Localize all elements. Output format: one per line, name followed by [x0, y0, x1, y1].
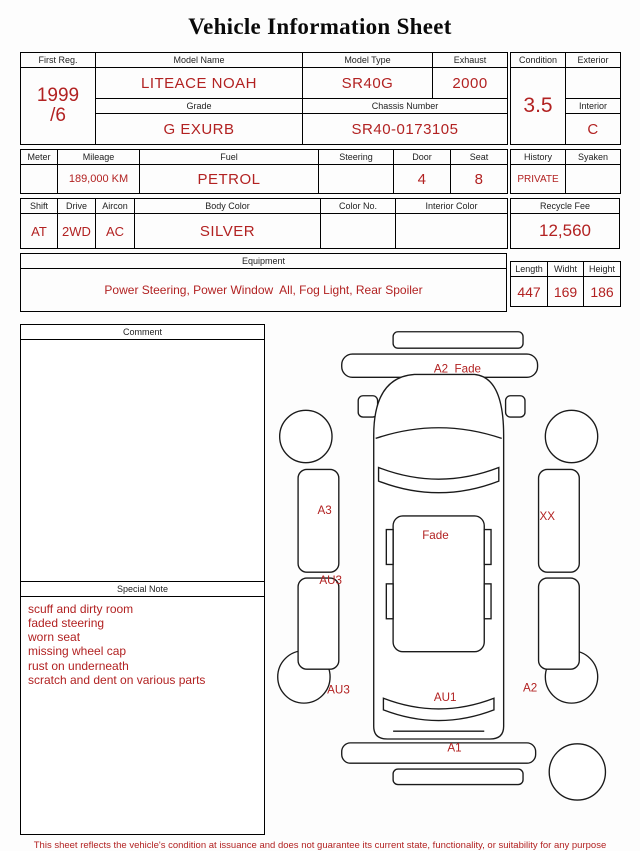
history-value: PRIVATE: [511, 165, 566, 194]
seat-label: Seat: [451, 150, 508, 165]
right-mirror: [506, 396, 525, 417]
dimensions-table: [510, 261, 621, 307]
recycle-fee-value: 12,560: [511, 214, 620, 249]
bottom-section: [20, 324, 620, 835]
interior-color-label: Interior Color: [396, 199, 508, 214]
length-label: Length: [511, 262, 548, 277]
front-left-wheel: [280, 410, 332, 462]
condition-table: [510, 52, 621, 145]
right-pillar-rear: [484, 584, 491, 619]
car-condition-diagram: [269, 324, 620, 835]
special-note-box: [20, 581, 265, 835]
aircon-value: AC: [96, 214, 135, 249]
form-right-column: [510, 52, 620, 312]
meter-label: Meter: [21, 150, 58, 165]
damage-label-a3: A3: [317, 504, 332, 518]
fuel-label: Fuel: [140, 150, 319, 165]
damage-label-a1: A1: [447, 741, 462, 755]
model-type-label: Model Type: [303, 53, 433, 68]
exterior-label: Exterior: [566, 53, 621, 68]
steering-value: [319, 165, 394, 194]
comment-box: [20, 324, 265, 582]
grade-value: G EXURB: [96, 114, 303, 145]
notes-column: [20, 324, 265, 835]
drive-value: 2WD: [58, 214, 96, 249]
model-type-value: SR40G: [303, 68, 433, 99]
damage-label-au3-lower: AU3: [327, 683, 350, 697]
damage-label-front-a2-fade: A2 Fade: [433, 362, 482, 376]
car-body-shapes: [278, 332, 606, 800]
syaken-value: [566, 165, 621, 194]
condition-value: 3.5: [511, 68, 566, 145]
mileage-label: Mileage: [58, 150, 140, 165]
comment-label: Comment: [21, 325, 264, 340]
door-label: Door: [394, 150, 451, 165]
damage-label-xx: XX: [539, 509, 556, 523]
color-no-value: [321, 214, 396, 249]
car-top-view-svg: [269, 324, 620, 819]
page-title: Vehicle Information Sheet: [188, 14, 452, 39]
equipment-label: Equipment: [21, 254, 507, 269]
first-reg-month: /6: [50, 105, 66, 126]
damage-label-fade: Fade: [422, 529, 449, 543]
door-value: 4: [394, 165, 451, 194]
shift-value: AT: [21, 214, 58, 249]
rear-lower-bar: [393, 769, 523, 785]
right-rear-door-panel: [539, 578, 580, 669]
model-name-label: Model Name: [96, 53, 303, 68]
exterior-value: [566, 68, 621, 99]
front-grille-bar: [393, 332, 523, 348]
special-note-line: missing wheel cap: [28, 644, 127, 659]
special-note-lines: [21, 597, 264, 692]
steering-label: Steering: [319, 150, 394, 165]
height-label: Height: [584, 262, 621, 277]
special-note-label: Special Note: [21, 582, 264, 597]
identity-table: [20, 52, 508, 145]
spare-tire: [549, 744, 605, 800]
first-reg-year: 1999: [36, 85, 80, 107]
form-left-column: [20, 52, 507, 312]
first-reg-label: First Reg.: [21, 53, 96, 68]
interior-color-value: [396, 214, 508, 249]
height-value: 186: [584, 277, 621, 307]
condition-label: Condition: [511, 53, 566, 68]
aircon-label: Aircon: [96, 199, 135, 214]
usage-table: [20, 149, 508, 194]
body-color-label: Body Color: [135, 199, 321, 214]
left-pillar-rear: [386, 584, 393, 619]
color-no-label: Color No.: [321, 199, 396, 214]
equipment-table: [20, 253, 507, 312]
chassis-number-label: Chassis Number: [303, 99, 508, 114]
seat-value: 8: [451, 165, 508, 194]
body-color-value: SILVER: [135, 214, 321, 249]
interior-value: C: [566, 114, 621, 145]
recycle-fee-table: [510, 198, 620, 249]
shift-label: Shift: [21, 199, 58, 214]
left-front-door-panel: [298, 469, 339, 572]
left-rear-door-panel: [298, 578, 339, 669]
disclaimer-text: This sheet reflects the vehicle's condition at issuance and does not guarantee its current state, functionality, or suitability for any purpose: [33, 840, 607, 851]
special-note-line: faded steering: [28, 616, 105, 631]
first-reg-value: [21, 68, 96, 145]
interior-label: Interior: [566, 99, 621, 114]
right-pillar-front: [484, 530, 491, 565]
left-pillar-front: [386, 530, 393, 565]
history-label: History: [511, 150, 566, 165]
history-table: [510, 149, 621, 194]
fuel-value: PETROL: [140, 165, 319, 194]
syaken-label: Syaken: [566, 150, 621, 165]
damage-label-au3-upper: AU3: [319, 573, 343, 587]
exhaust-label: Exhaust: [433, 53, 508, 68]
length-value: 447: [511, 277, 548, 307]
damage-label-au1: AU1: [433, 691, 457, 705]
meter-value: [21, 165, 58, 194]
left-mirror: [358, 396, 377, 417]
grade-label: Grade: [96, 99, 303, 114]
special-note-line: scratch and dent on various parts: [28, 672, 206, 687]
width-value: 169: [548, 277, 584, 307]
rear-bumper: [342, 743, 536, 763]
special-note-line: worn seat: [28, 630, 81, 645]
special-note-line: rust on underneath: [28, 658, 129, 673]
equipment-value: Power Steering, Power Window All, Fog Light, Rear Spoiler: [21, 269, 507, 312]
damage-label-rear-a2: A2: [523, 681, 538, 695]
special-note-line: scuff and dirty room: [28, 602, 134, 616]
width-label: Widht: [548, 262, 584, 277]
recycle-fee-label: Recycle Fee: [511, 199, 620, 214]
front-right-wheel: [545, 410, 597, 462]
chassis-number-value: SR40-0173105: [303, 114, 508, 145]
vehicle-form: [20, 52, 620, 312]
exhaust-value: 2000: [433, 68, 508, 99]
mileage-value: 189,000 KM: [58, 165, 140, 194]
spec-table: [20, 198, 508, 249]
drive-label: Drive: [58, 199, 96, 214]
model-name-value: LITEACE NOAH: [96, 68, 303, 99]
